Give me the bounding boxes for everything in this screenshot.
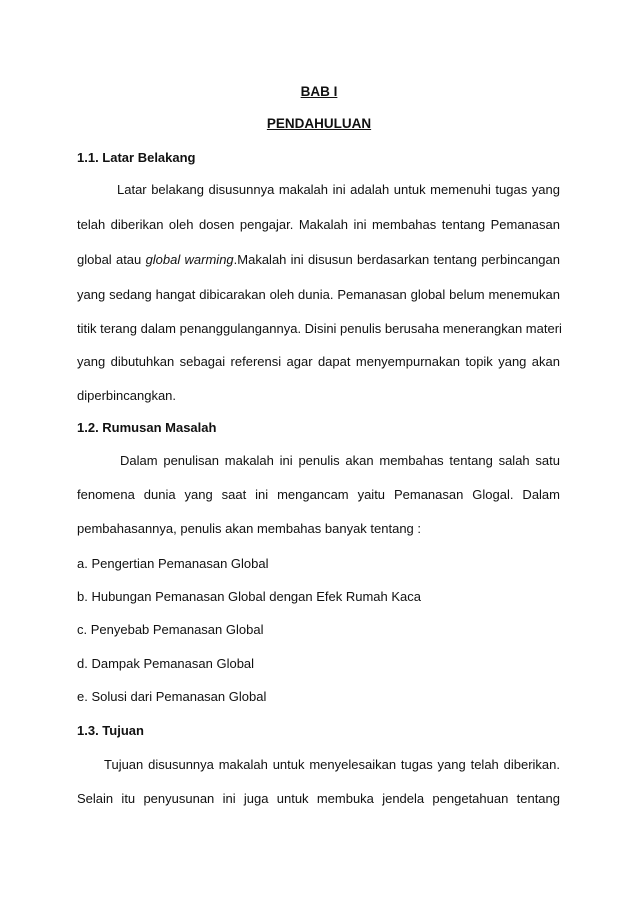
paragraph-line: Tujuan disusunnya makalah untuk menyelesaikan tugas yang telah diberikan.	[104, 757, 560, 772]
paragraph-line: Selain itu penyusunan ini juga untuk membuka jendela pengetahuan tentang	[77, 791, 560, 806]
text-run: .Makalah ini disusun berdasarkan tentang perbincangan	[233, 252, 560, 267]
text-run: global atau	[77, 252, 142, 267]
italic-term: global warming	[145, 252, 234, 267]
list-item: e. Solusi dari Pemanasan Global	[77, 689, 267, 704]
list-item: a. Pengertian Pemanasan Global	[77, 556, 269, 571]
paragraph-line: fenomena dunia yang saat ini mengancam yaitu Pemanasan Glogal. Dalam	[77, 487, 560, 502]
list-item: d. Dampak Pemanasan Global	[77, 656, 255, 671]
paragraph-line: diperbincangkan.	[77, 388, 177, 403]
list-item: b. Hubungan Pemanasan Global dengan Efek Rumah Kaca	[77, 589, 422, 604]
paragraph-line: Dalam penulisan makalah ini penulis akan membahas tentang salah satu	[120, 453, 560, 468]
paragraph-line: yang sedang hangat dibicarakan oleh dunia. Pemanasan global belum menemukan	[77, 287, 560, 302]
paragraph-line: yang dibutuhkan sebagai referensi agar dapat menyempurnakan topik yang akan	[77, 354, 560, 369]
section-heading-tujuan: 1.3. Tujuan	[77, 723, 144, 738]
paragraph-line: pembahasannya, penulis akan membahas banyak tentang :	[77, 521, 422, 536]
section-heading-latar-belakang: 1.1. Latar Belakang	[77, 150, 196, 165]
paragraph-line: Latar belakang disusunnya makalah ini adalah untuk memenuhi tugas yang	[117, 182, 560, 197]
paragraph-line: titik terang dalam penanggulangannya. Disini penulis berusaha menerangkan materi	[77, 321, 562, 336]
section-heading-rumusan-masalah: 1.2. Rumusan Masalah	[77, 420, 217, 435]
list-item: c. Penyebab Pemanasan Global	[77, 622, 264, 637]
paragraph-line: telah diberikan oleh dosen pengajar. Makalah ini membahas tentang Pemanasan	[77, 217, 560, 232]
paragraph-line-global-warming	[77, 252, 560, 268]
chapter-title: PENDAHULUAN	[266, 116, 372, 131]
chapter-number: BAB I	[300, 84, 338, 99]
